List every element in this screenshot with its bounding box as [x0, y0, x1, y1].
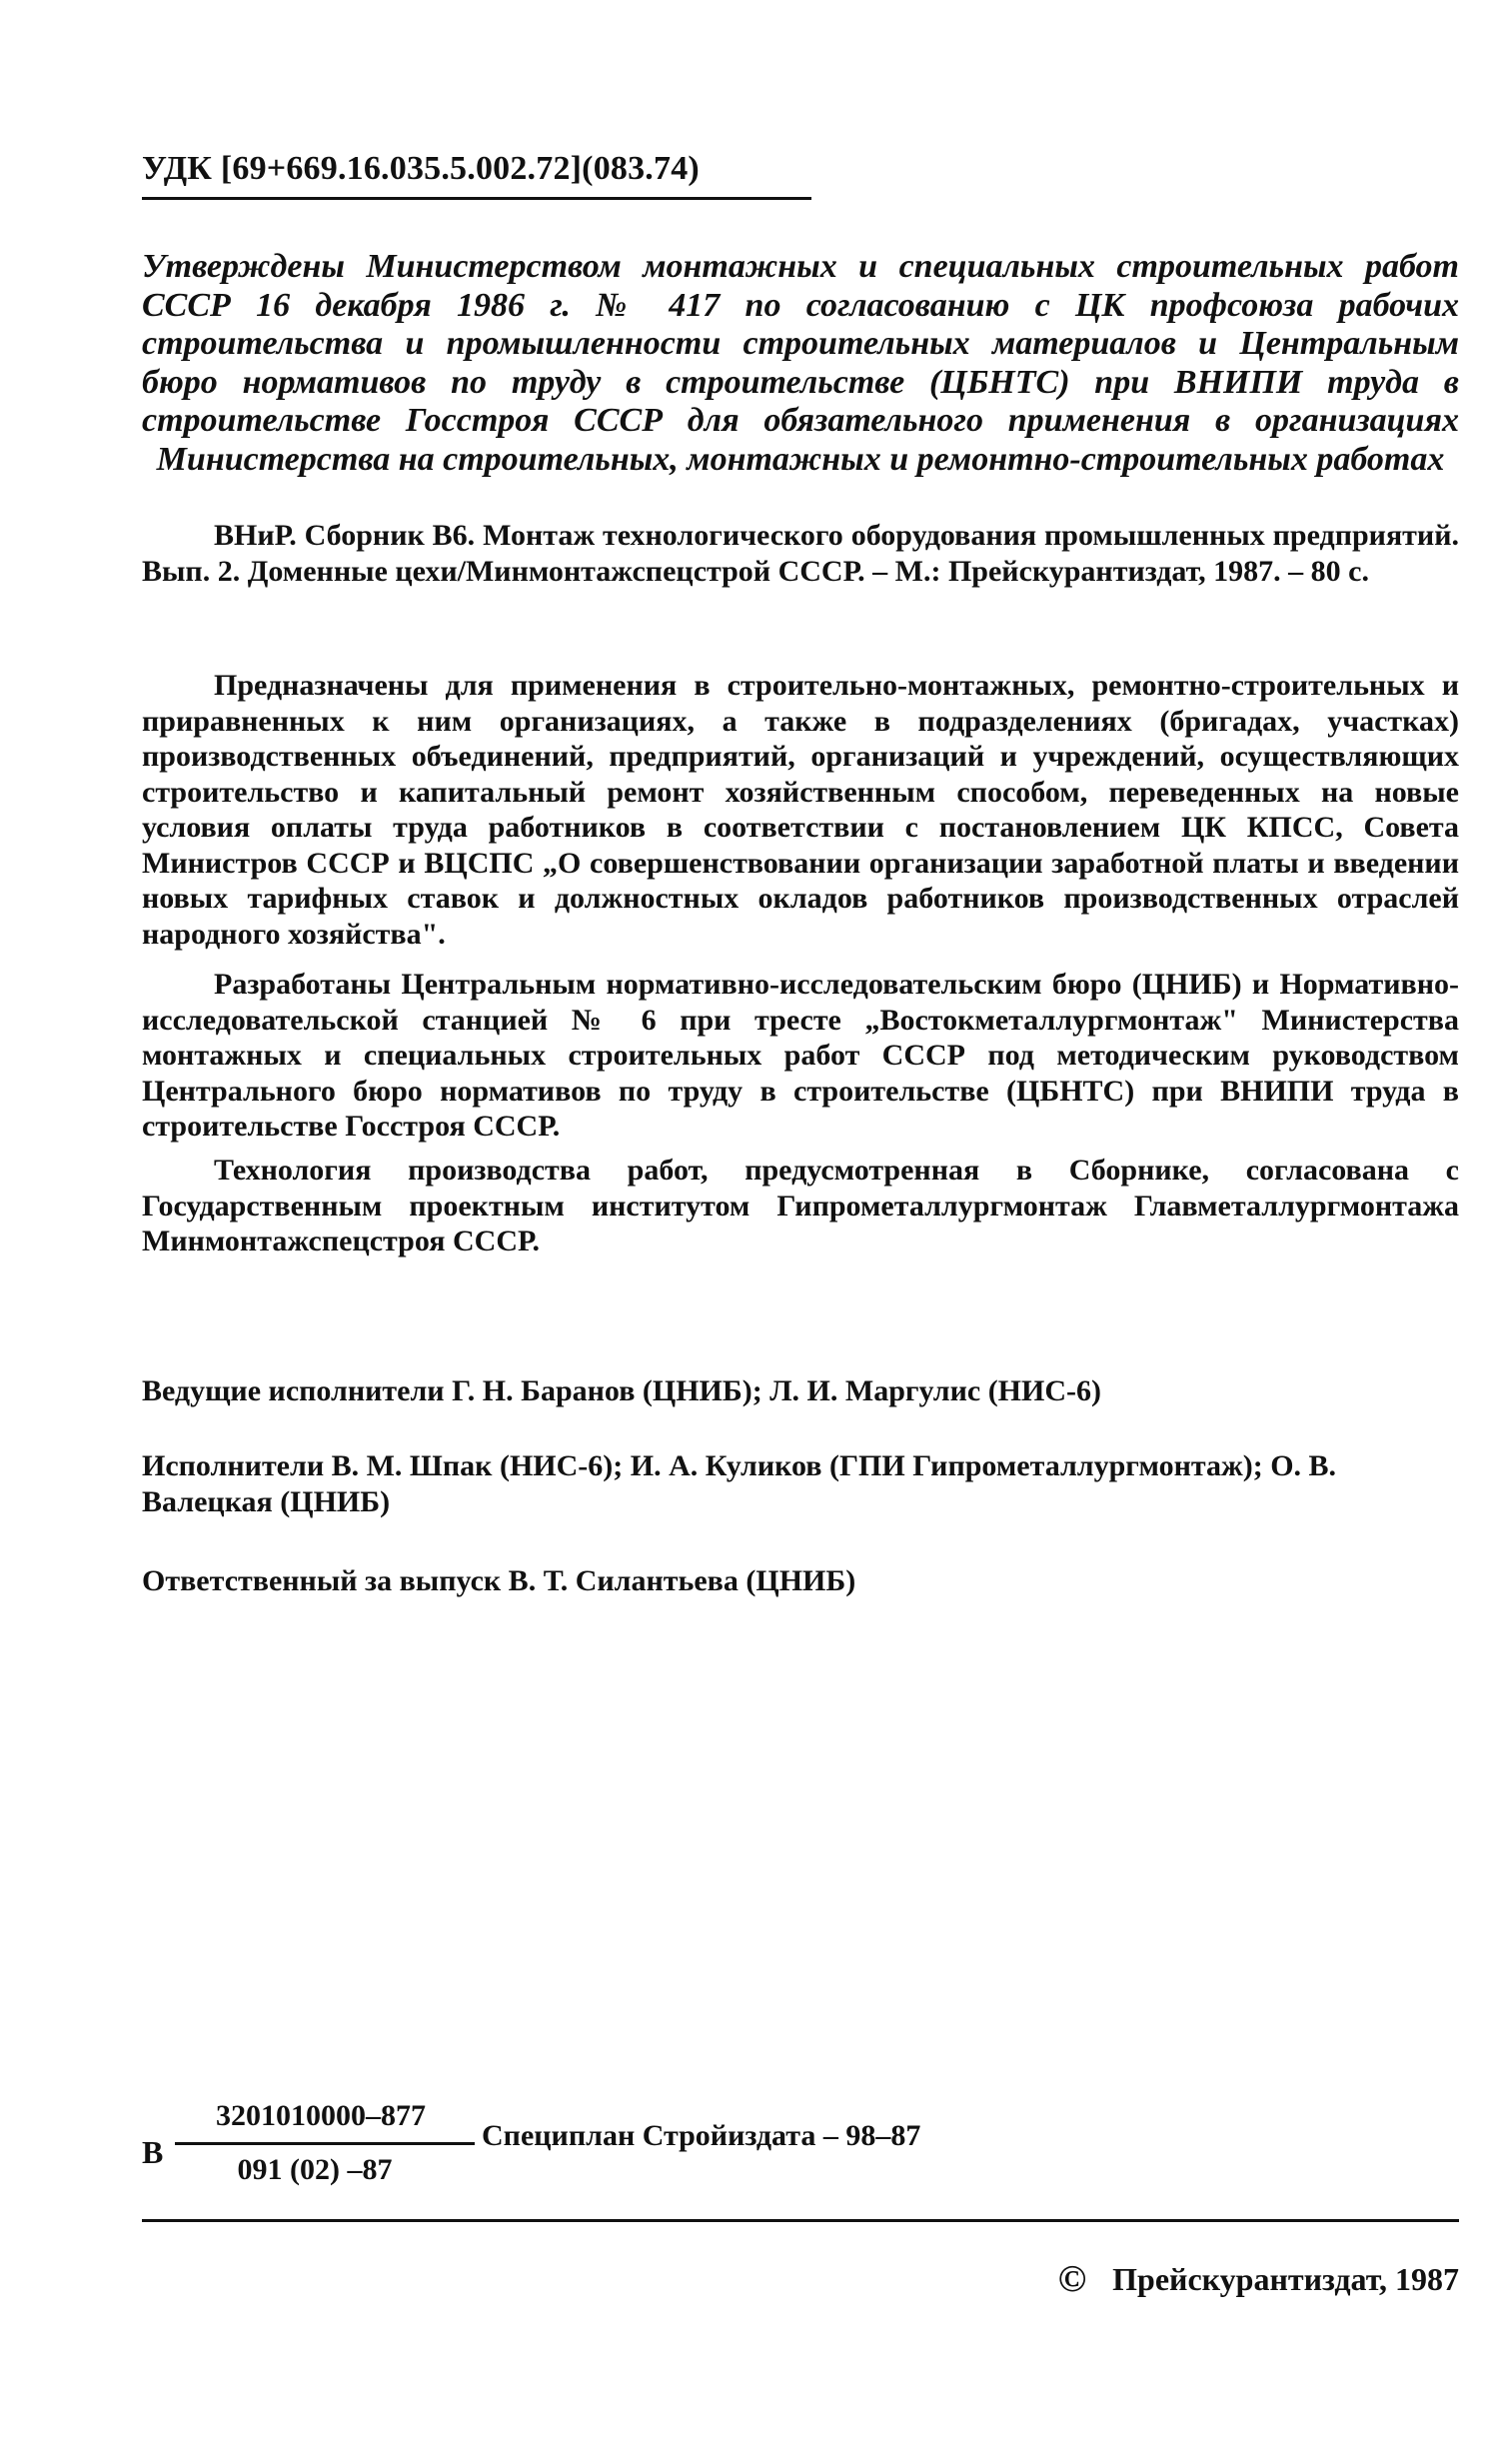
- responsible-editor: Ответственный за выпуск В. Т. Силантьева (ЦНИБ): [142, 1564, 856, 1597]
- code-fraction-bar: [175, 2142, 475, 2145]
- copyright-line: [1058, 2260, 1459, 2298]
- developers-paragraph: Разработаны Центральным нормативно-исследовательским бюро (ЦНИБ) и Нормативно-исследовательской станцией № 6 при тресте „Востокметаллургмонтаж" Министерства монтажных и специальных строительных работ СССР под методическим руководством Центрального бюро нормативов по труду в строительстве (ЦБНТС) при ВНИПИ труда в строительстве Госстроя СССР.: [142, 968, 1459, 1143]
- bibliographic-citation: ВНиР. Сборник В6. Монтаж технологического оборудования промышленных предприятий. Вып. 2. Доменные цехи/Минмонтажспецстрой СССР. – М.: Прейскурантиздат, 1987. – 80 с.: [142, 519, 1459, 588]
- copyright-icon: ©: [1057, 2258, 1087, 2300]
- udk-underline: [142, 197, 811, 200]
- code-numerator: 3201010000–877: [216, 2099, 426, 2132]
- executors: Исполнители В. М. Шпак (НИС-6); И. А. Куликов (ГПИ Гипрометаллургмонтаж); О. В. Валецкая (ЦНИБ): [142, 1449, 1337, 1518]
- lead-executors: Ведущие исполнители Г. Н. Баранов (ЦНИБ); Л. И. Маргулис (НИС-6): [142, 1374, 1101, 1407]
- publishing-plan: Специплан Стройиздата – 98–87: [482, 2119, 921, 2152]
- udk-code: УДК [69+669.16.035.5.002.72](083.74): [142, 150, 700, 187]
- technology-paragraph: Технология производства работ, предусмотренная в Сборнике, согласована с Государственным проектным институтом Гипрометаллургмонтаж Главметаллургмонтажа Минмонтажспецстроя СССР.: [142, 1154, 1459, 1257]
- code-denominator: 091 (02) –87: [237, 2153, 393, 2186]
- footer-rule: [142, 2219, 1459, 2222]
- copyright-text: Прейскурантиздат, 1987: [1112, 2260, 1459, 2297]
- purpose-paragraph: Предназначены для применения в строительно-монтажных, ремонтно-строительных и приравненных к ним организациях, а также в подразделениях (бригадах, участках) производственных объединений, предприятий, организаций и учреждений, осуществляющих строительство и капитальный ремонт хозяйственным способом, переведенных на новые условия оплаты труда работников в соответствии с постановлением ЦК КПСС, Совета Министров СССР и ВЦСПС „О совершенствовании организации заработной платы и введении новых тарифных ставок и должностных окладов работников производственных отраслей народного хозяйства".: [142, 669, 1459, 951]
- code-letter: В: [142, 2134, 164, 2170]
- approval-statement: Утверждены Министерством монтажных и специальных строительных работ СССР 16 декабря 1986 г. № 417 по согласованию с ЦК профсоюза рабочих строительства и промышленности строительных материалов и Центральным бюро нормативов по труду в строительстве (ЦБНТС) при ВНИПИ труда в строительстве Госстроя СССР для обязательного применения в организациях Министерства на строительных, монтажных и ремонтно-строительных работах: [142, 248, 1459, 478]
